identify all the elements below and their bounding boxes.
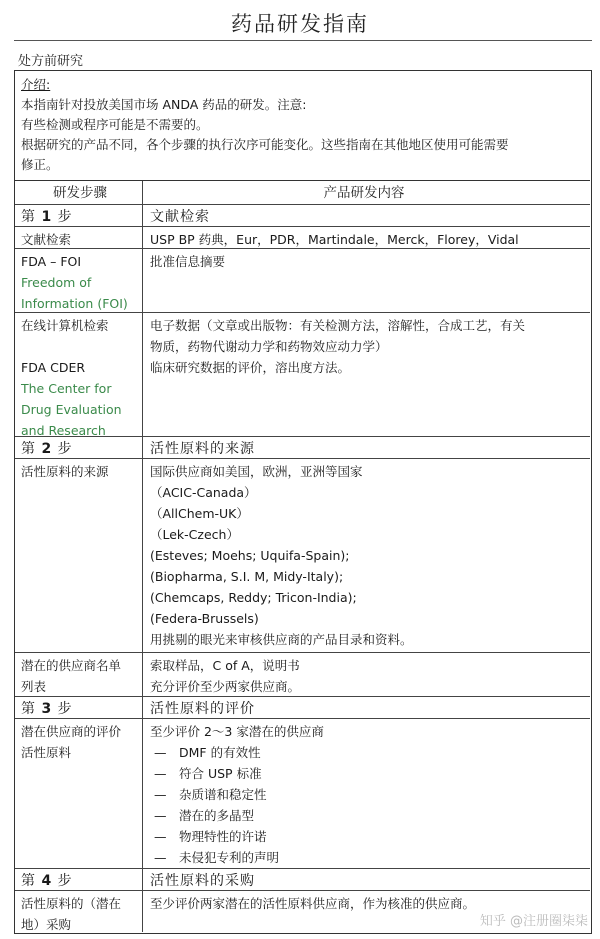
step-row-1 bbox=[15, 205, 590, 227]
step-title: 文献检索 bbox=[150, 209, 210, 225]
list-item: — 潜在的多晶型 bbox=[154, 808, 255, 823]
section-heading: 处方前研究 bbox=[18, 54, 84, 69]
row-content: USP BP 药典，Eur，PDR，Martindale，Merck，Florey，Vidal bbox=[150, 232, 519, 247]
table-row bbox=[15, 719, 590, 869]
header-content: 产品研发内容 bbox=[323, 185, 405, 201]
row-step-name: FDA – FOI Freedom of Information (FOI) bbox=[21, 254, 128, 311]
list-item: — 未侵犯专利的声明 bbox=[154, 850, 280, 865]
list-item: — DMF 的有效性 bbox=[154, 745, 261, 760]
row-content: 国际供应商如美国，欧洲，亚洲等国家 （ACIC-Canada） （AllChem-UK） （Lek-Czech） (Esteves; Moehs; Uquifa-Spain); (Biopharma, S.I. M, Midy-Italy); (Chemcaps, Reddy; Tricon-India); (Federa-Brussels) 用挑剔的眼光来审核供应商的产品目录和资料。 bbox=[150, 464, 413, 647]
step-label: 第 1 步 bbox=[21, 209, 73, 225]
step-title: 活性原料的来源 bbox=[150, 441, 255, 457]
row-step-name: 潜在的供应商名单 列表 bbox=[21, 658, 122, 694]
row-content: 至少评价两家潜在的活性原料供应商，作为核准的供应商。 bbox=[150, 896, 476, 911]
row-step-name: 潜在供应商的评价 活性原料 bbox=[21, 724, 122, 760]
row-step-name: 文献检索 bbox=[21, 232, 72, 247]
table-row bbox=[15, 227, 590, 249]
table-header-row bbox=[15, 181, 590, 205]
table-row bbox=[15, 653, 590, 697]
row-content: 索取样品，C of A，说明书 充分评价至少两家供应商。 bbox=[150, 658, 301, 694]
step-title: 活性原料的评价 bbox=[150, 701, 255, 717]
step-title: 活性原料的采购 bbox=[150, 873, 255, 889]
table-row bbox=[15, 459, 590, 653]
step-row-2 bbox=[15, 437, 590, 459]
title-divider bbox=[14, 40, 592, 41]
table-row bbox=[15, 313, 590, 437]
document-title: 药品研发指南 bbox=[231, 12, 369, 36]
step-label: 第 4 步 bbox=[21, 873, 73, 889]
step-label: 第 2 步 bbox=[21, 441, 73, 457]
intro-block bbox=[15, 71, 590, 181]
row-step-name: 在线计算机检索 FDA CDER The Center for Drug Evaluation and Research bbox=[21, 318, 122, 438]
row-content: 至少评价 2～3 家潜在的供应商 — DMF 的有效性 — 符合 USP 标准 — 杂质谱和稳定性 — 潜在的多晶型 — 物理特性的许诺 — 未侵犯专利的声明 bbox=[150, 721, 588, 868]
list-item: — 杂质谱和稳定性 bbox=[154, 787, 267, 802]
intro-line: 根据研究的产品不同，各个步骤的执行次序可能变化。这些指南在其他地区使用可能需要 bbox=[21, 137, 509, 152]
list-item: — 物理特性的许诺 bbox=[154, 829, 267, 844]
intro-line: 本指南针对投放美国市场 ANDA 药品的研发。注意: bbox=[21, 97, 307, 112]
step-label: 第 3 步 bbox=[21, 701, 73, 717]
table-row bbox=[15, 249, 590, 313]
guide-table bbox=[14, 70, 592, 934]
row-step-name: 活性原料的来源 bbox=[21, 464, 109, 479]
step-row-3 bbox=[15, 697, 590, 719]
watermark: 知乎 @注册圈柒柒 bbox=[479, 914, 588, 929]
row-content: 电子数据（文章或出版物：有关检测方法，溶解性，合成工艺，有关 物质，药物代谢动力学和药物效应动力学） 临床研究数据的评价，溶出度方法。 bbox=[150, 318, 526, 375]
header-steps: 研发步骤 bbox=[53, 185, 107, 201]
row-step-name: 活性原料的（潜在 地）采购 bbox=[21, 896, 122, 932]
row-content: 批准信息摘要 bbox=[150, 254, 226, 269]
intro-label: 介绍: bbox=[21, 77, 51, 92]
list-item: — 符合 USP 标准 bbox=[154, 766, 262, 781]
intro-line: 修正。 bbox=[21, 157, 59, 172]
step-row-4 bbox=[15, 869, 590, 891]
intro-line: 有些检测或程序可能是不需要的。 bbox=[21, 117, 209, 132]
